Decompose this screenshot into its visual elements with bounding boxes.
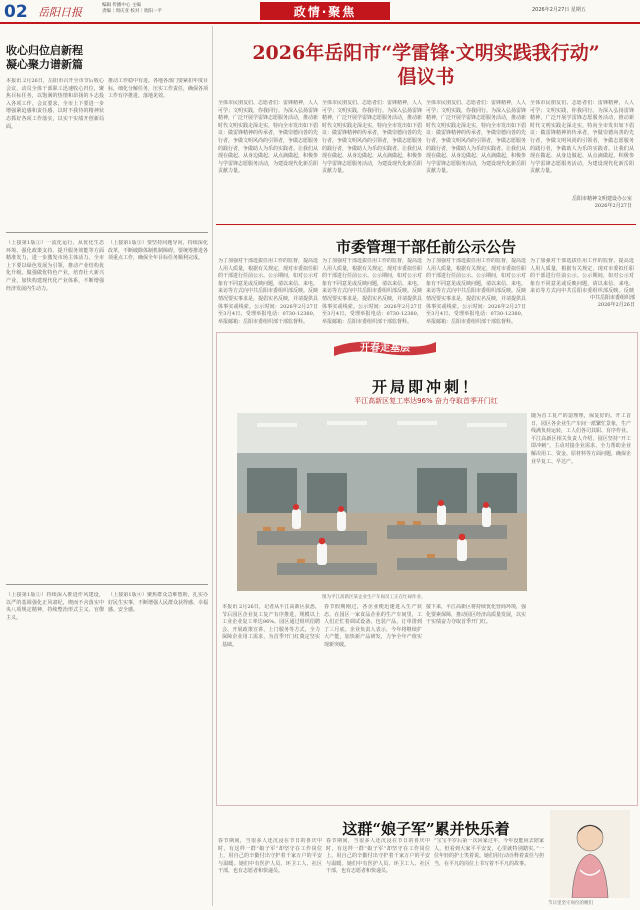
- feature-title: 开局即冲刺！: [371, 378, 480, 396]
- cadre-body-col-3: 为了加强对干部选拔任用工作的监督，提高选人用人质量，根据有关规定，现对市委拟任职的干部进行任前公示。公示期间，如对公示对象有不同意见或反映问题，请以来信、来电、来访等方式向中共岳阳市委组织部反映。反映情况要实事求是，提倡实名反映，并请提供具体事实或线索。公示时间：2026年2月27日至3月4日。受理举报电话：0730-12380，举报邮箱：岳阳市委组织部干部监督科。: [426, 258, 526, 325]
- initiative-body-col-4: 全体市民朋友们、志愿者们：雷锋精神，人人可学；文明实践，你我同行。为深入弘扬雷锋精神，广泛开展学雷锋志愿服务活动，推动新时代文明实践走深走实，特向全市发出如下倡议：做雷锋精神的传承者，争做崇德向善的先行者，争做文明风尚的引领者，争做志愿服务的践行者，争做助人为乐的实践者。让我们从现在做起、从身边做起、从点滴做起，积极参与学雷锋志愿服务活动，为建设现代化新岳阳贡献力量。: [530, 100, 634, 175]
- left-divider-1: [6, 232, 208, 233]
- initiative-title: 2026年岳阳市“学雷锋·文明实践我行动”: [252, 42, 600, 64]
- cadre-body-col-2: 为了加强对干部选拔任用工作的监督，提高选人用人质量，根据有关规定，现对市委拟任职的干部进行任前公示。公示期间，如对公示对象有不同意见或反映问题，请以来信、来电、来访等方式向中共岳阳市委组织部反映。反映情况要实事求是，提倡实名反映，并请提供具体事实或线索。公示时间：2026年2月27日至3月4日。受理举报电话：0730-12380，举报邮箱：岳阳市委组织部干部监督科。: [322, 258, 422, 325]
- feature-body-col-1: 本报讯 2月26日，记者从平江高新区获悉，节后园区企业复工复产有序推进，规模以上工业企业复工率达96%。园区通过组织招聘会、开展政策宣讲、上门服务等方式，全力保障企业用工需求，为首季开门红奠定坚实基础。: [222, 604, 320, 648]
- feature-badge-label: 开春走基层: [360, 343, 410, 354]
- factory-photo-caption: 图为平江高新区某企业生产车间员工正在忙碌作业。: [322, 595, 426, 600]
- editor-line-2: 责编｜周庆亚 校对｜欣阳一平: [102, 9, 162, 14]
- left-article-2-col-2: （上接第1版③）要坚持问题导向，持续深化改革，不断破除体制机制障碍。要统筹推进各项重点工作，确保全年目标任务顺利完成。: [108, 240, 208, 262]
- page-number: 02: [4, 2, 28, 22]
- initiative-body-col-1: 全体市民朋友们、志愿者们：雷锋精神，人人可学；文明实践，你我同行。为深入弘扬雷锋精神，广泛开展学雷锋志愿服务活动，推动新时代文明实践走深走实，特向全市发出如下倡议：做雷锋精神的传承者，争做崇德向善的先行者，争做文明风尚的引领者，争做志愿服务的践行者，争做助人为乐的实践者。让我们从现在做起、从身边做起、从点滴做起，积极参与学雷锋志愿服务活动，为建设现代化新岳阳贡献力量。: [218, 100, 318, 175]
- left-headline: [6, 44, 83, 72]
- initiative-signature: 岳阳市精神文明建设办公室 2026年2月27日: [571, 196, 632, 209]
- army-title: 这群“娘子军”累并快乐着: [342, 820, 510, 838]
- column-separator: [212, 26, 213, 906]
- ceiling: [237, 413, 527, 453]
- feature-body-right: 随为首工复产的造理理，保复好的。开工首日，园区各企业生产车间一派繁忙景象，生产线满负荷运转，工人们各司其职、有序作业。平江高新区相关负责人介绍，园区坚持“开工即冲刺”，主动对接企业需求，全力帮助企业解决用工、资金、原材料等方面问题，确保企业早复工、早达产。: [531, 413, 631, 465]
- army-body-col-1: 春节期间，当很多人还沉浸在节日的喜庆中时，有这样一群“娘子军”却坚守在工作岗位上，用自己的辛勤付出守护着千家万户的平安与温暖。她们中有医护人员、环卫工人、社区干部，也有志愿者和快递员。: [218, 838, 322, 875]
- left-article-2-col-1: （上接第1版①）一流化运行，从优化生态环境、强化政策支持、提升服务效能等方面精准发力，进一步激发市场主体活力。全市上下要以绿色发展为引领，推动产业结构优化升级，做强做优特色产业，培育壮大新兴产业，加快构建现代化产业体系，不断增强经济发展内生动力。: [6, 240, 104, 292]
- section-banner: 政情·聚焦: [260, 2, 390, 20]
- left-article-3-col-2: （上接第1版④）聚焦群众急难愁盼，扎实办好民生实事，不断增强人民群众获得感、幸福感、安全感。: [108, 592, 208, 614]
- cadre-body-col-1: 为了加强对干部选拔任用工作的监督，提高选人用人质量，根据有关规定，现对市委拟任职的干部进行任前公示。公示期间，如对公示对象有不同意见或反映问题，请以来信、来电、来访等方式向中共岳阳市委组织部反映。反映情况要实事求是，提倡实名反映，并请提供具体事实或线索。公示时间：2026年2月27日至3月4日。受理举报电话：0730-12380，举报邮箱：岳阳市委组织部干部监督科。: [218, 258, 318, 325]
- factory-photo: [237, 413, 527, 591]
- editor-line-1: 编辑 传播中心 主编: [102, 3, 141, 8]
- factory-photo-scene: [237, 413, 527, 591]
- left-article-1-col-1: 本报讯 2月26日，岳阳市召开全市节后收心会议，动员全体干部职工迅速收心归位，聚焦目标任务，以饱满的热情和昂扬的斗志投入各项工作。会议要求，全市上下要进一步增强紧迫感和责任感，以时不我待的精神状态抓好各项工作落实，以实干实绩开创新局面。: [6, 78, 104, 130]
- initiative-subtitle: 倡议书: [397, 66, 455, 88]
- army-illustration: [550, 810, 630, 898]
- left-headline-line-1: 收心归位启新程: [6, 44, 83, 57]
- army-body-col-3: “宝宝半岁后第一次回家过年，今年没能回去陪家人，但看到大家平平安安，心里就特别踏实。”一位年轻的护士笑着说。她们用行动诠释着责任与担当，在平凡的岗位上书写着不平凡的故事。: [434, 838, 544, 867]
- cadre-signature: 中共岳阳市委组织部 2026年2月26日: [589, 295, 635, 308]
- initiative-body-col-3: 全体市民朋友们、志愿者们：雷锋精神，人人可学；文明实践，你我同行。为深入弘扬雷锋精神，广泛开展学雷锋志愿服务活动，推动新时代文明实践走深走实，特向全市发出如下倡议：做雷锋精神的传承者，争做崇德向善的先行者，争做文明风尚的引领者，争做志愿服务的践行者，争做助人为乐的实践者。让我们从现在做起、从身边做起、从点滴做起，积极参与学雷锋志愿服务活动，为建设现代化新岳阳贡献力量。: [426, 100, 526, 175]
- cadre-notice-title: 市委管理干部任前公示公告: [335, 238, 516, 256]
- feature-body-col-3: 接下来，平江高新区将持续优化营商环境，强化要素保障，推动园区经济高质量发展，以实干实绩奋力夺取首季开门红。: [426, 604, 526, 626]
- feature-subtitle: 平江高新区复工率达96% 奋力夺取首季开门红: [354, 397, 498, 405]
- issue-date: 2026年2月27日 星期五: [532, 7, 586, 13]
- paper-name-logo: 岳阳日报: [38, 6, 82, 19]
- cadre-body-col-4: 为了加强对干部选拔任用工作的监督，提高选人用人质量，根据有关规定，现对市委拟任职的干部进行任前公示。公示期间，如对公示对象有不同意见或反映问题，请以来信、来电、来访等方式向中共岳阳市委组织部反映。反映: [530, 258, 634, 294]
- feature-badge: [330, 336, 440, 358]
- army-body-col-2: 春节期间，当很多人还沉浸在节日的喜庆中时，有这样一群“娘子军”却坚守在工作岗位上，用自己的辛勤付出守护着千家万户的平安与温暖。她们中有医护人员、环卫工人、社区干部，也有志愿者和快递员。: [326, 838, 430, 875]
- feature-body-col-2: 春节假期刚过，各企业便迅速进入生产状态。在园区一家食品企业的生产车间里，工人们正忙着调试设备、包装产品，订单排到了三月底。企业负责人表示，今年将继续扩大产能，加快新产品研发，力争全年产值实现新突破。: [324, 604, 422, 648]
- masthead-rule: [0, 22, 640, 24]
- left-article-3-col-1: （上接第1版②）持续深入推进作风建设，以严的基调强化正风肃纪，锲而不舍落实中央八项规定精神，持续整治形式主义、官僚主义。: [6, 592, 104, 621]
- editor-meta: [102, 3, 162, 15]
- left-article-1-col-2: 推动工作稳中有进。各地各部门要紧扣年度目标，细化分解任务，压实工作责任，确保各项工作有序推进、落地见效。: [108, 78, 208, 100]
- left-divider-2: [6, 584, 208, 585]
- left-headline-line-2: 凝心聚力谱新篇: [6, 58, 83, 71]
- initiative-body-col-2: 全体市民朋友们、志愿者们：雷锋精神，人人可学；文明实践，你我同行。为深入弘扬雷锋精神，广泛开展学雷锋志愿服务活动，推动新时代文明实践走深走实，特向全市发出如下倡议：做雷锋精神的传承者，争做崇德向善的先行者，争做文明风尚的引领者，争做志愿服务的践行者，争做助人为乐的实践者。让我们从现在做起、从身边做起、从点滴做起，积极参与学雷锋志愿服务活动，为建设现代化新岳阳贡献力量。: [322, 100, 422, 175]
- army-photo-caption: 节日里坚守岗位的她们: [548, 901, 593, 906]
- initiative-bottom-rule: [216, 224, 636, 225]
